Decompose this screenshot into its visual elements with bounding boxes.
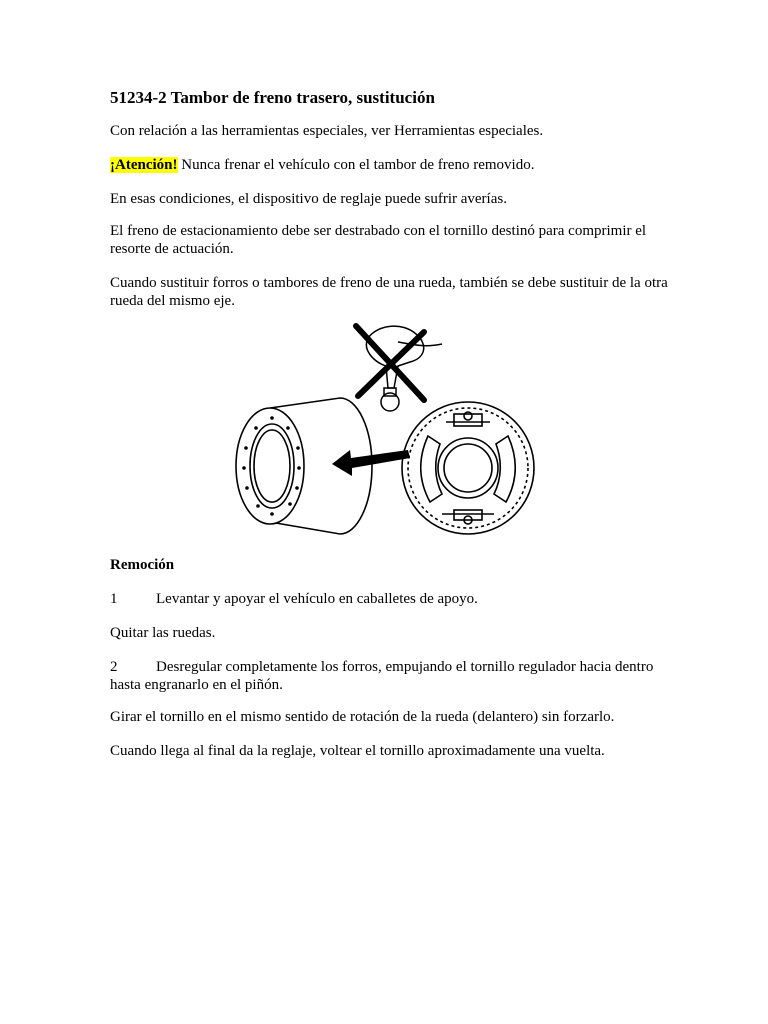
step-1 — [110, 590, 670, 608]
step-2-text: Desregular completamente los forros, empujando el tornillo regulador hacia dentro hasta engranarlo en el piñón. — [110, 659, 654, 693]
step-2 — [110, 658, 670, 694]
step-1b: Quitar las ruedas. — [110, 625, 216, 641]
parking-brake-paragraph: El freno de estacionamiento debe ser destrabado con el tornillo destinó para comprimir el resorte de actuación. — [110, 223, 647, 257]
step-1-number: 1 — [110, 591, 118, 607]
conditions-paragraph: En esas condiciones, el dispositivo de reglaje puede sufrir averías. — [110, 191, 507, 207]
tools-paragraph: Con relación a las herramientas especiales, ver Herramientas especiales. — [110, 123, 544, 139]
brake-drum-figure — [228, 318, 548, 540]
cross-icon — [356, 326, 424, 400]
section-heading: Remoción — [110, 557, 175, 573]
step-1-text: Levantar y apoyar el vehículo en caballetes de apoyo. — [156, 591, 478, 607]
wheel-hub-icon — [402, 402, 534, 534]
brake-pedal-icon — [366, 326, 442, 411]
page-title: 51234-2 Tambor de freno trasero, sustitución — [110, 88, 435, 107]
replace-both-paragraph: Cuando sustituir forros o tambores de freno de una rueda, también se debe sustituir de la otra rueda del mismo eje. — [110, 275, 668, 309]
step-2b: Girar el tornillo en el mismo sentido de rotación de la rueda (delantero) sin forzarlo. — [110, 709, 615, 725]
warning-label: ¡Atención! — [110, 157, 178, 173]
warning-paragraph — [110, 156, 670, 174]
warning-text: Nunca frenar el vehículo con el tambor de freno removido. — [177, 157, 535, 173]
step-2-number: 2 — [110, 659, 118, 675]
step-2c: Cuando llega al final da la reglaje, voltear el tornillo aproximadamente una vuelta. — [110, 743, 605, 759]
